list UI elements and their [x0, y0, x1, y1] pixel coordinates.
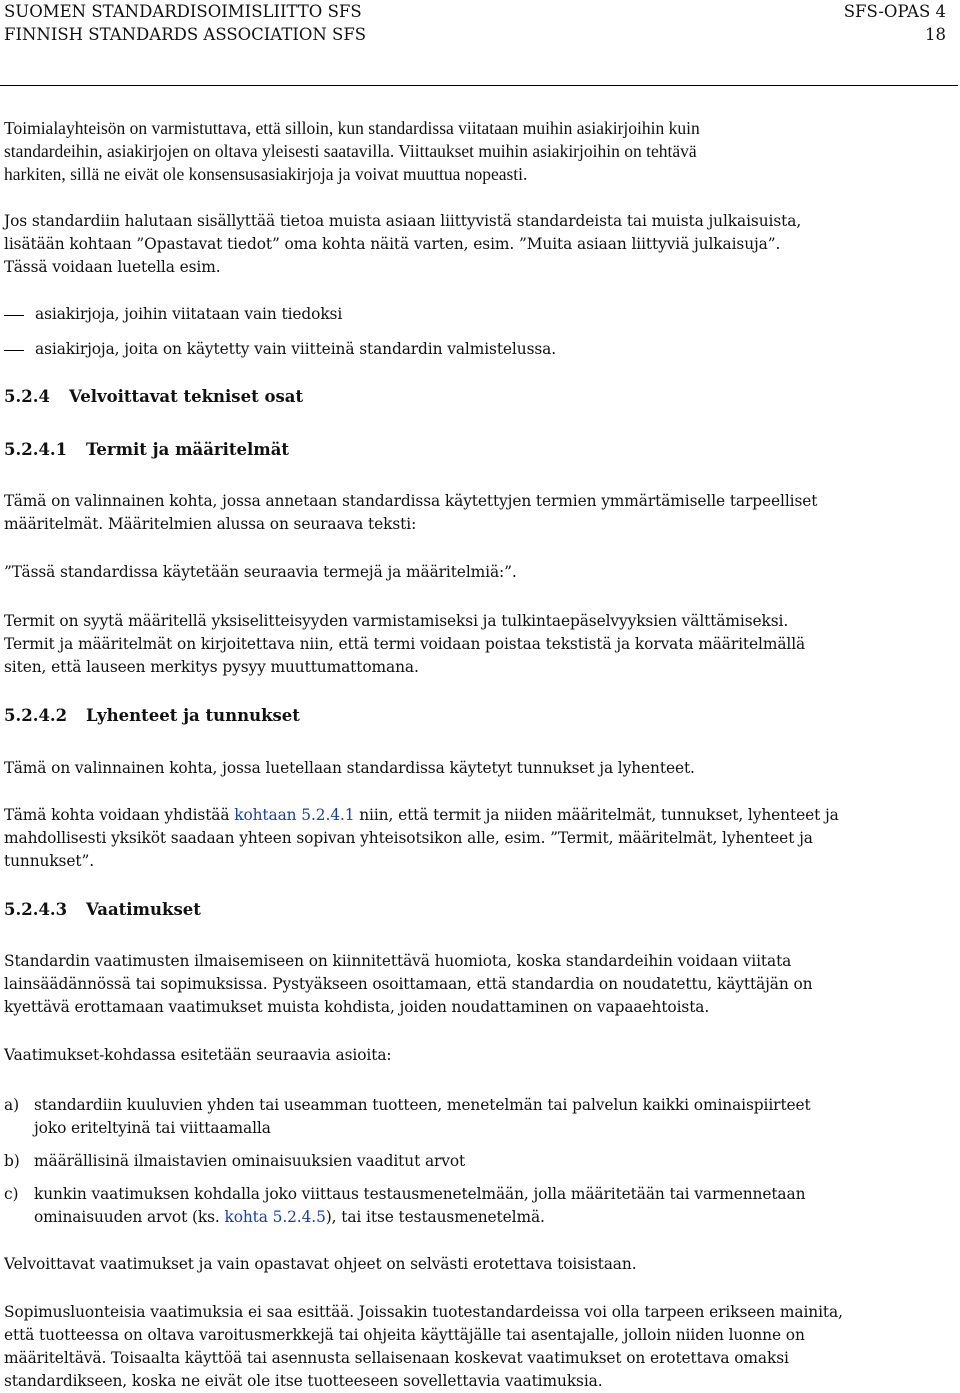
section-number: 5.2.4.1 [4, 440, 68, 459]
section-title: Vaatimukset [86, 900, 201, 919]
em-dash-marker [4, 350, 24, 351]
list-label: b) [4, 1152, 20, 1170]
page-number: 18 [925, 25, 946, 44]
requirements-paragraph-2 [4, 1044, 954, 1067]
list-text: standardiin kuuluvien yhden tai useamman tuotteen, menetelmän tai palvelun kaikki ominaispiirteet [34, 1096, 811, 1114]
info-line: lisätään kohtaan ”Opastavat tiedot” oma kohta näitä varten, esim. ”Muita asiaan liittyviä julkaisuja”. [4, 235, 781, 253]
abbrev-paragraph-1 [4, 757, 954, 780]
para-line [4, 804, 954, 827]
list-text: määrällisinä ilmaistavien ominaisuuksien vaaditut arvot [34, 1152, 466, 1170]
para-line: siten, että lauseen merkitys pysyy muuttumattomana. [4, 658, 419, 676]
requirements-paragraph-1 [4, 950, 954, 1019]
intro-paragraph [4, 117, 954, 186]
abbrev-paragraph-2 [4, 804, 954, 873]
section-heading-5-2-4 [4, 385, 303, 408]
para-line: tunnukset”. [4, 852, 95, 870]
text-run: niin, että termit ja niiden määritelmät, tunnukset, lyhenteet ja [354, 806, 839, 824]
section-number: 5.2.4.3 [4, 900, 68, 919]
list-item-c [4, 1183, 954, 1229]
list-item-a [4, 1094, 954, 1140]
section-heading-5-2-4-3 [4, 898, 201, 921]
dash-item-text: asiakirjoja, joita on käytetty vain viitteinä standardin valmistelussa. [35, 340, 557, 358]
para-line: kyettävä erottamaan vaatimukset muista kohdista, joiden noudattaminen on vapaaehtoista. [4, 998, 710, 1016]
section-title: Termit ja määritelmät [86, 440, 290, 459]
info-line: Jos standardiin halutaan sisällyttää tietoa muista asiaan liittyvistä standardeista tai muista julkaisuista, [4, 212, 802, 230]
para-line: määritelmät. Määritelmien alussa on seuraava teksti: [4, 515, 417, 533]
para-line: Velvoittavat vaatimukset ja vain opastavat ohjeet on selvästi erotettava toisistaan. [4, 1255, 637, 1273]
quote-line: ”Tässä standardissa käytetään seuraavia termejä ja määritelmiä:”. [4, 563, 517, 581]
list-text: kunkin vaatimuksen kohdalla joko viittaus testausmenetelmään, jolla määritetään tai varmennetaan [34, 1185, 806, 1203]
list-label: a) [4, 1096, 19, 1114]
org-name-en: FINNISH STANDARDS ASSOCIATION SFS [4, 25, 367, 44]
text-run: ominaisuuden arvot (ks. [34, 1208, 225, 1226]
para-line: Standardin vaatimusten ilmaisemiseen on kiinnitettävä huomiota, koska standardeihin voidaan viitata [4, 952, 792, 970]
list-item-b [4, 1150, 954, 1173]
list-text: joko eriteltyinä tai viittaamalla [34, 1119, 271, 1137]
header-rule [0, 85, 958, 86]
intro-line: Toimialayhteisön on varmistuttava, että silloin, kun standardissa viitataan muihin asiakirjoihin kuin [4, 118, 700, 138]
text-run: ), tai itse testausmenetelmä. [325, 1208, 545, 1226]
section-title: Velvoittavat tekniset osat [69, 387, 304, 406]
requirements-paragraph-3 [4, 1253, 954, 1276]
text-run: Tämä kohta voidaan yhdistää [4, 806, 235, 824]
cross-reference-link[interactable]: kohtaan 5.2.4.1 [234, 806, 355, 824]
para-line: Tämä on valinnainen kohta, jossa annetaan standardissa käytettyjen termien ymmärtämiselle tarpeelliset [4, 492, 818, 510]
para-line: lainsäädännössä tai sopimuksissa. Pystyäkseen osoittamaan, että standardia on noudatettu, käyttäjän on [4, 975, 813, 993]
section-heading-5-2-4-1 [4, 438, 289, 461]
para-line: mahdollisesti yksiköt saadaan yhteen sopivan yhteisotsikon alle, esim. ”Termit, määritelmät, lyhenteet ja [4, 829, 813, 847]
dash-list-item [4, 303, 954, 326]
intro-line: harkiten, sillä ne eivät ole konsensusasiakirjoja ja voivat muuttua nopeasti. [4, 164, 528, 184]
terms-paragraph-1 [4, 490, 954, 536]
para-line: määriteltävä. Toisaalta käyttöä tai asennusta sellaisenaan koskevat vaatimukset on erotettava omaksi [4, 1349, 789, 1367]
para-line: Sopimusluonteisia vaatimuksia ei saa esittää. Joissakin tuotestandardeissa voi olla tarpeen erikseen mainita, [4, 1303, 843, 1321]
para-line: että tuotteessa on oltava varoitusmerkkejä tai ohjeita käyttäjälle tai asentajalle, jolloin niiden luonne on [4, 1326, 805, 1344]
info-paragraph [4, 210, 954, 279]
list-text [34, 1206, 954, 1229]
list-label: c) [4, 1185, 19, 1203]
terms-paragraph-2 [4, 610, 954, 679]
dash-list-item [4, 338, 954, 361]
header-line-1 [4, 0, 956, 23]
requirements-paragraph-4 [4, 1301, 954, 1393]
para-line: Termit ja määritelmät on kirjoitettava niin, että termi voidaan poistaa tekstistä ja korvata määritelmällä [4, 635, 806, 653]
org-name-fi: SUOMEN STANDARDISOIMISLIITTO SFS [4, 2, 362, 21]
doc-id: SFS-OPAS 4 [843, 2, 946, 21]
para-line: Vaatimukset-kohdassa esitetään seuraavia asioita: [4, 1046, 392, 1064]
dash-item-text: asiakirjoja, joihin viitataan vain tiedoksi [35, 305, 343, 323]
em-dash-marker [4, 315, 24, 316]
para-line: Termit on syytä määritellä yksiselitteisyyden varmistamiseksi ja tulkintaepäselvyyksien välttämiseksi. [4, 612, 789, 630]
info-line: Tässä voidaan luetella esim. [4, 258, 221, 276]
para-line: standardikseen, koska ne eivät ole itse tuotteeseen sovellettavia vaatimuksia. [4, 1372, 603, 1390]
section-number: 5.2.4 [4, 387, 50, 406]
para-line: Tämä on valinnainen kohta, jossa luetellaan standardissa käytetyt tunnukset ja lyhenteet. [4, 759, 695, 777]
section-number: 5.2.4.2 [4, 706, 68, 725]
section-heading-5-2-4-2 [4, 704, 300, 727]
section-title: Lyhenteet ja tunnukset [86, 706, 300, 725]
terms-quote [4, 561, 954, 584]
header-line-2 [4, 23, 956, 46]
intro-line: standardeihin, asiakirjojen on oltava yleisesti saatavilla. Viittaukset muihin asiakirjoihin on tehtävä [4, 141, 697, 161]
cross-reference-link[interactable]: kohta 5.2.4.5 [224, 1208, 326, 1226]
